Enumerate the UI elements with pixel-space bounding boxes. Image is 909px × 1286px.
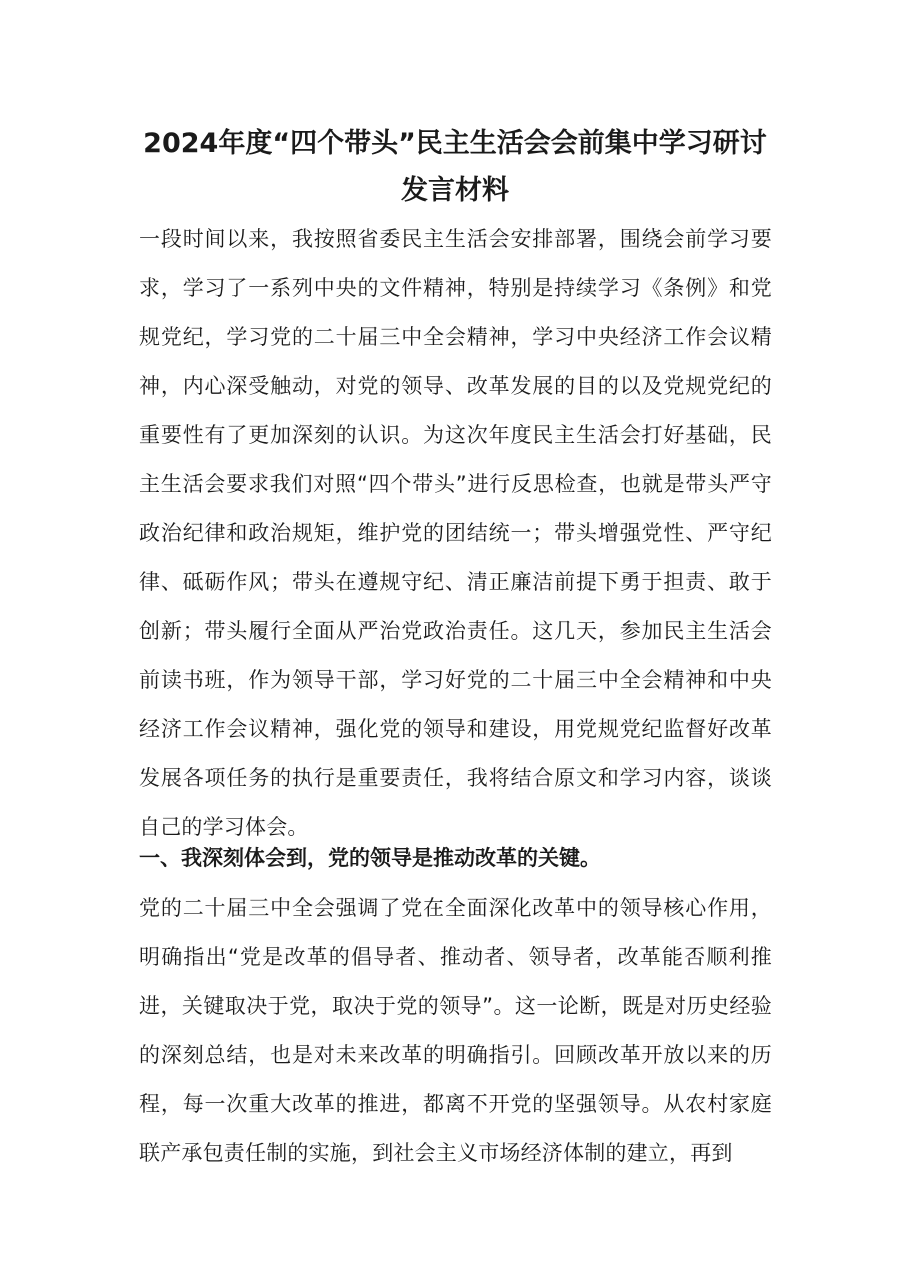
document-title: 2024年度“四个带头”民主生活会会前集中学习研讨发言材料 [143,128,767,206]
section-heading-1: 一、我深刻体会到，党的领导是推动改革的关键。 [139,846,601,870]
paragraph-section-1: 党的二十届三中全会强调了党在全面深化改革中的领导核心作用，明确指出“党是改革的倡导者、推动者、领导者，改革能否顺利推进，关键取决于党，取决于党的领导”。这一论断，既是对历史经验的深刻总结，也是对未来改革的明确指引。回顾改革开放以来的历程，每一次重大改革的推进，都离不开党的坚强领导。从农村家庭联产承包责任制的实施，到社会主义市场经济体制的建立，再到 [139,896,772,1165]
paragraph-intro: 一段时间以来，我按照省委民主生活会安排部署，围绕会前学习要求，学习了一系列中央的文件精神，特别是持续学习《条例》和党规党纪，学习党的二十届三中全会精神，学习中央经济工作会议精神，内心深受触动，对党的领导、改革发展的目的以及党规党纪的重要性有了更加深刻的认识。为这次年度民主生活会打好基础，民主生活会要求我们对照“四个带头”进行反思检查，也就是带头严守政治纪律和政治规矩，维护党的团结统一；带头增强党性、严守纪律、砥砺作风；带头在遵规守纪、清正廉洁前提下勇于担责、敢于创新；带头履行全面从严治党政治责任。这几天，参加民主生活会前读书班，作为领导干部，学习好党的二十届三中全会精神和中央经济工作会议精神，强化党的领导和建设，用党规党纪监督好改革发展各项任务的执行是重要责任，我将结合原文和学习内容，谈谈自己的学习体会。 [139,227,772,839]
